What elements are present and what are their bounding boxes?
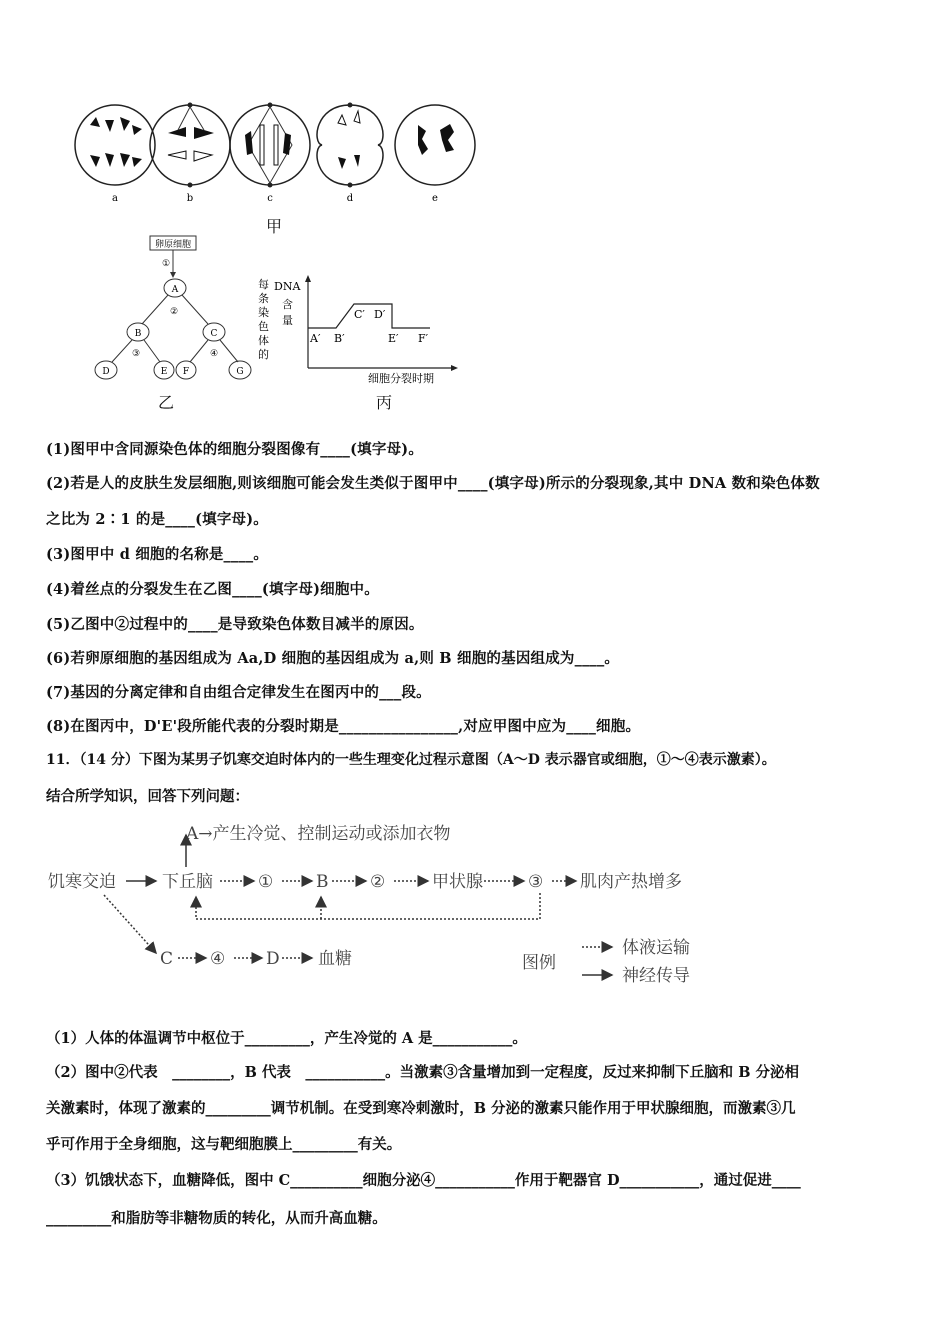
ylabel-dna: DNA (274, 280, 301, 293)
q10-line-1: (1)图甲中含同源染色体的细胞分裂图像有____(填字母)。 (46, 441, 424, 458)
figure-jia-caption: 甲 (266, 217, 283, 236)
legend-fluid: 体液运输 (622, 938, 690, 958)
node-hormone-4: ④ (210, 949, 226, 969)
cell-c (230, 103, 310, 188)
node-muscle: 肌肉产热增多 (580, 872, 682, 892)
q11-intro-1: 11．（14 分）下图为某男子饥寒交迫时体内的一些生理变化过程示意图（A～D 表示器官或细胞，①～④表示激素）。 (46, 752, 776, 768)
figure-bing (250, 268, 470, 390)
node-b: B (134, 329, 142, 339)
q10-line-8: (7)基因的分离定律和自由组合定律发生在图丙中的___段。 (46, 684, 431, 701)
step-4: ④ (210, 349, 219, 359)
ylabel-char-2: 条 (258, 292, 269, 305)
ylabel-char-1: 每 (258, 278, 269, 291)
point-f: F′ (418, 332, 429, 345)
node-e: E (160, 367, 168, 377)
cell-label-d: d (346, 193, 354, 204)
q11-sub-2b: 关激素时，体现了激素的_________调节机制。在受到寒冷刺激时，B 分泌的激素只能作用于甲状腺细胞，而激素③几 (46, 1100, 796, 1117)
q10-line-2: (2)若是人的皮肤生发层细胞,则该细胞可能会发生类似于图甲中____(填字母)所示的分裂现象,其中 DNA 数和染色体数 (46, 475, 820, 492)
ylabel-char-4: 色 (258, 320, 269, 333)
q11-sub-2a: （2）图中②代表 ________，B 代表 ___________。当激素③含量增加到一定程度，反过来抑制下丘脑和 B 分泌相 (46, 1064, 799, 1081)
figure-jia (60, 95, 490, 210)
node-b: B (316, 872, 329, 892)
legend-nerve: 神经传导 (622, 966, 690, 986)
cell-a (75, 105, 155, 185)
node-hormone-1: ① (258, 872, 274, 892)
node-c: C (160, 949, 174, 969)
point-d: D′ (374, 308, 386, 321)
point-e: E′ (388, 332, 399, 345)
node-f: F (182, 367, 190, 377)
q10-line-4: (3)图甲中 d 细胞的名称是____。 (46, 546, 269, 563)
node-hormone-2: ② (370, 872, 386, 892)
cell-e (395, 105, 475, 185)
point-a: A′ (310, 332, 321, 345)
root-node: 卵原细胞 (154, 240, 192, 250)
figure-yi (90, 232, 260, 387)
q11-diagram (44, 815, 724, 995)
cell-b (150, 103, 230, 188)
cell-d (317, 103, 383, 188)
ylabel-han: 含 (282, 298, 293, 311)
ylabel-char-3: 染 (258, 306, 269, 319)
step-2: ② (170, 307, 179, 317)
cell-label-c: c (267, 193, 273, 204)
figure-yi-caption: 乙 (158, 393, 175, 412)
ylabel-liang: 量 (282, 314, 293, 327)
q10-line-9: (8)在图丙中，D'E'段所能代表的分裂时期是________________,对应甲图中应为____细胞。 (46, 718, 641, 735)
q11-sub-3b: _________和脂肪等非糖物质的转化，从而升高血糖。 (46, 1210, 387, 1227)
step-3: ③ (132, 349, 141, 359)
ylabel-char-6: 的 (258, 348, 269, 361)
node-thyroid: 甲状腺 (432, 872, 483, 892)
figure-bing-caption: 丙 (376, 393, 393, 412)
q10-line-6: (5)乙图中②过程中的____是导致染色体数目减半的原因。 (46, 616, 424, 633)
q10-line-5: (4)着丝点的分裂发生在乙图____(填字母)细胞中。 (46, 581, 379, 598)
cell-label-b: b (186, 193, 194, 204)
step-1: ① (162, 259, 171, 269)
ylabel-char-5: 体 (258, 334, 269, 347)
q11-sub-1: （1）人体的体温调节中枢位于_________，产生冷觉的 A 是___________。 (46, 1030, 527, 1047)
node-start: 饥寒交迫 (48, 872, 116, 892)
q10-line-7: (6)若卵原细胞的基因组成为 Aa,D 细胞的基因组成为 a,则 B 细胞的基因组成为____。 (46, 650, 620, 667)
node-blood-sugar: 血糖 (318, 949, 352, 969)
cell-label-e: e (432, 193, 438, 204)
legend-title: 图例 (522, 953, 556, 973)
q10-line-3: 之比为 2∶1 的是____(填字母)。 (46, 511, 268, 528)
node-c: C (210, 329, 218, 339)
q11-intro-2: 结合所学知识，回答下列问题： (46, 788, 249, 805)
node-hormone-3: ③ (528, 872, 544, 892)
node-d: D (266, 949, 280, 969)
q11-sub-3a: （3）饥饿状态下，血糖降低，图中 C__________细胞分泌④___________作用于靶器官 D___________，通过促进____ (46, 1172, 801, 1189)
node-hypothalamus: 下丘脑 (162, 872, 213, 892)
node-a-text: A→产生冷觉、控制运动或添加衣物 (186, 824, 451, 844)
q11-sub-2c: 乎可作用于全身细胞，这与靶细胞膜上_________有关。 (46, 1136, 402, 1153)
xlabel: 细胞分裂时期 (368, 372, 434, 385)
node-d: D (102, 367, 110, 377)
node-a: A (171, 285, 179, 295)
point-b: B′ (334, 332, 345, 345)
cell-label-a: a (112, 193, 118, 204)
point-c: C′ (354, 308, 365, 321)
node-g: G (236, 367, 244, 377)
